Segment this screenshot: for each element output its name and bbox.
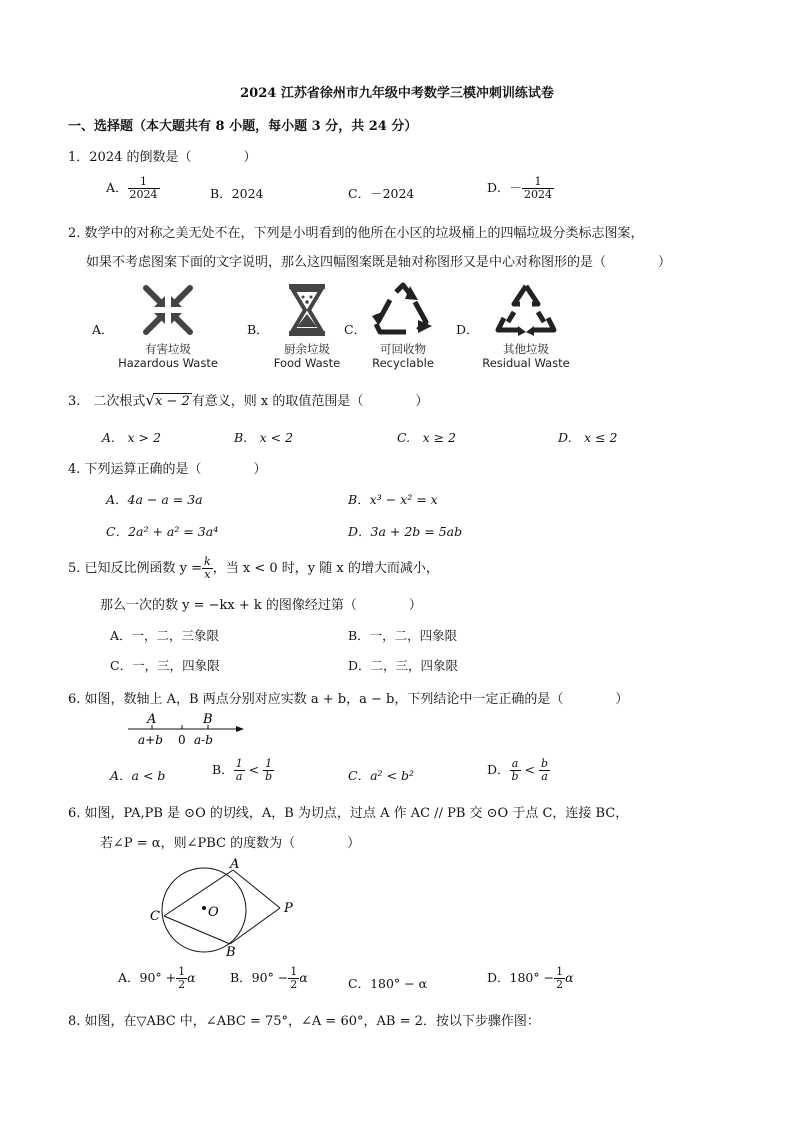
label-p: P xyxy=(284,901,293,916)
label-a: A xyxy=(230,857,240,872)
q3-option-a: A. x > 2 xyxy=(102,430,161,445)
q6b-stem-line1: 6. 如图，PA,PB 是 ⊙O 的切线，A，B 为切点，过点 A 作 AC // PB 交 ⊙O 于点 C，连接 BC， xyxy=(68,806,629,821)
q2-option-a-caption-en: Hazardous Waste xyxy=(118,356,218,370)
q6a-option-c: C．a² < b² xyxy=(348,768,414,783)
q2-option-c xyxy=(360,282,446,370)
number-line-figure xyxy=(126,708,246,750)
q4-option-c: C．2a² + a² = 3a⁴ xyxy=(106,524,219,539)
q1-option-a: A． $\frac{1}{2024}$ xyxy=(106,175,158,201)
q2-stem-line2: 如果不考虑图案下面的文字说明，那么这四幅图案既是轴对称图形又是中心对称图形的是（ ） xyxy=(86,255,672,270)
q5-stem-line2: 那么一次的数 y = −kx + k 的图像经过第（ ） xyxy=(100,598,422,613)
q1-option-d: D．－ $\frac{1}{2024}$ xyxy=(487,175,553,201)
q6b-option-d: D．180° − $\frac{1}{2}$ α xyxy=(487,965,574,991)
q3-option-c: C. x ≥ 2 xyxy=(397,430,457,445)
q3-option-b: B. x < 2 xyxy=(234,430,294,445)
q6b-option-b: B．90° − $\frac{1}{2}$ α xyxy=(230,965,308,991)
q2-option-a-label: A． xyxy=(92,322,114,337)
q6b-stem-line2: 若∠P = α，则∠PBC 的度数为（ ） xyxy=(100,836,361,851)
q5-option-a: A．一，二，三象限 xyxy=(110,628,220,643)
hazardous-waste-icon xyxy=(118,282,218,338)
q1-option-b: B．2024 xyxy=(210,186,264,201)
q5-option-b: B．一，二，四象限 xyxy=(348,628,458,643)
q2-option-c-caption-cn: 可回收物 xyxy=(380,342,426,356)
label-b: B xyxy=(226,945,236,958)
q2-option-b-label: B． xyxy=(247,322,269,337)
q2-option-c-label: C． xyxy=(344,322,367,337)
axis-apb-label: a+b xyxy=(138,733,163,747)
q2-option-d xyxy=(474,282,578,370)
page-title: 2024 江苏省徐州市九年级中考数学三模冲刺训练试卷 xyxy=(240,86,554,101)
q2-option-c-caption-en: Recyclable xyxy=(372,356,434,370)
q5-option-c: C．一，三，四象限 xyxy=(110,658,220,673)
q3-stem: 3. 二次根式√x − 2 有意义，则 x 的取值范围是（ ） xyxy=(68,391,429,409)
q2-stem-line1: 2. 数学中的对称之美无处不在，下列是小明看到的他所在小区的垃圾桶上的四幅垃圾分类标志图案， xyxy=(68,226,644,241)
q6a-stem: 6. 如图，数轴上 A，B 两点分别对应实数 a + b，a − b，下列结论中一定正确的是（ ） xyxy=(68,692,629,707)
circle-tangent-figure xyxy=(146,854,306,958)
axis-zero-label: 0 xyxy=(178,733,186,747)
q2-option-b-caption-en: Food Waste xyxy=(273,356,341,370)
q2-option-d-caption-cn: 其他垃圾 xyxy=(503,342,549,356)
axis-point-a-label: A xyxy=(147,712,157,727)
q2-option-a-caption-cn: 有害垃圾 xyxy=(145,342,191,356)
axis-amb-label: a-b xyxy=(194,733,213,747)
food-waste-icon xyxy=(262,282,352,338)
q3-radicand: x − 2 xyxy=(154,394,190,409)
label-o: O xyxy=(208,905,219,920)
q4-option-a: A．4a − a = 3a xyxy=(106,492,203,507)
q6b-option-c: C．180° − α xyxy=(348,976,428,991)
q5-option-d: D．二，三，四象限 xyxy=(348,658,459,673)
q2-option-a xyxy=(118,282,218,370)
q2-option-d-label: D． xyxy=(456,322,479,337)
axis-point-b-label: B xyxy=(203,712,213,727)
q1-stem: 1．2024 的倒数是（ ） xyxy=(68,150,257,165)
section-heading: 一、选择题（本大题共有 8 小题，每小题 3 分，共 24 分） xyxy=(68,119,418,134)
q6b-option-a: A．90° + $\frac{1}{2}$ α xyxy=(118,965,196,991)
q4-stem: 4. 下列运算正确的是（ ） xyxy=(68,462,267,477)
q6a-option-a: A．a < b xyxy=(110,768,166,783)
q6a-option-d: D． $\frac{a}{b}$ < $\frac{b}{a}$ xyxy=(487,757,549,783)
q4-option-d: D．3a + 2b = 5ab xyxy=(348,524,463,539)
q4-option-b: B．x³ − x² = x xyxy=(348,492,438,507)
recyclable-icon xyxy=(360,282,446,338)
q2-option-b-caption-cn: 厨余垃圾 xyxy=(284,342,330,356)
q1-option-c: C．－2024 xyxy=(348,186,415,201)
residual-waste-icon xyxy=(474,282,578,338)
label-c: C xyxy=(150,909,160,924)
q5-stem-line1: 5. 已知反比例函数 y = $\frac{k}{x}$ ，当 x < 0 时，y 随 x 的增大而减小， xyxy=(68,555,439,581)
q3-option-d: D. x ≤ 2 xyxy=(558,430,618,445)
q2-option-b xyxy=(262,282,352,370)
q8-stem: 8. 如图，在▽ABC 中，∠ABC = 75°，∠A = 60°，AB = 2．按以下步骤作图： xyxy=(68,1014,540,1029)
q6a-option-b: B． $\frac{1}{a}$ < $\frac{1}{b}$ xyxy=(212,757,273,783)
q2-option-d-caption-en: Residual Waste xyxy=(482,356,570,370)
